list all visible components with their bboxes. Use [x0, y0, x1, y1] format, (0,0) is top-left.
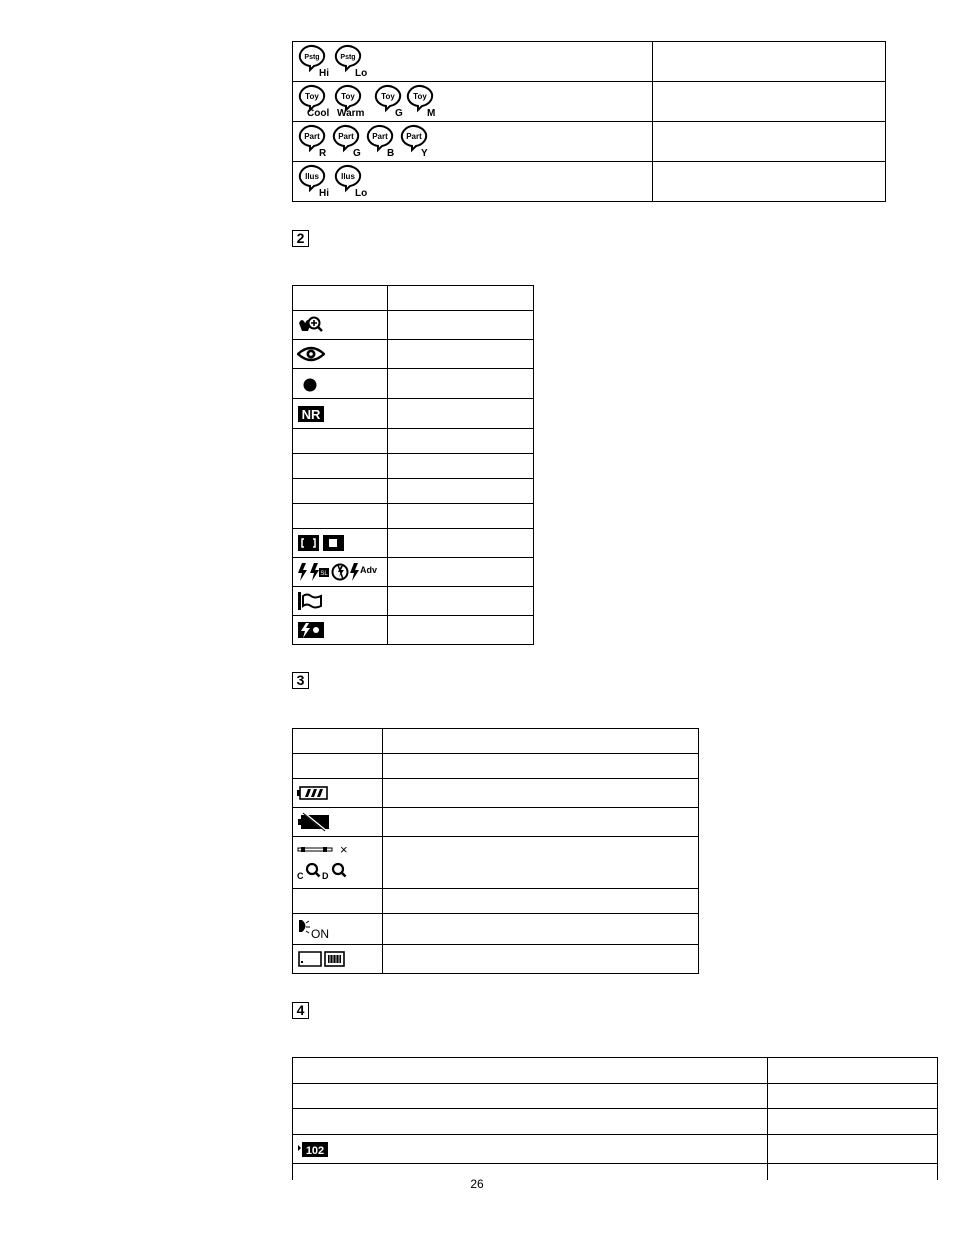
toy-camera-warm-icon — [336, 85, 365, 118]
svg-text:Ilus: Ilus — [341, 171, 355, 181]
table-row — [293, 1109, 768, 1135]
illustration-lo-icon — [336, 165, 367, 198]
svg-text:Toy: Toy — [341, 91, 355, 101]
table-row — [293, 558, 388, 587]
svg-text:Toy: Toy — [413, 91, 427, 101]
battery-empty-icon — [297, 811, 331, 833]
table-row — [293, 504, 388, 529]
table-row — [293, 1084, 768, 1109]
battery-icon — [297, 784, 329, 802]
svg-text:G: G — [395, 107, 403, 119]
section-4-marker: 4 — [292, 1002, 309, 1019]
illustration-icons — [297, 164, 377, 200]
folder-icon — [297, 1140, 329, 1158]
section-3-table — [292, 728, 699, 974]
table-row — [293, 754, 383, 779]
noise-reduction-icon — [297, 405, 325, 423]
posterization-lo-icon — [336, 45, 367, 78]
svg-text:Ilus: Ilus — [305, 171, 319, 181]
svg-text:Part: Part — [338, 131, 354, 141]
svg-text:SL: SL — [320, 571, 328, 577]
header-cell — [768, 1058, 938, 1084]
table-row — [293, 1135, 768, 1164]
svg-text:Warm: Warm — [337, 107, 365, 119]
svg-text:G: G — [353, 147, 361, 159]
media-icon — [297, 950, 347, 968]
effect-row — [293, 122, 653, 162]
record-dot-icon — [297, 374, 321, 394]
partial-color-icons — [297, 124, 447, 160]
zoom-bar-icon — [297, 843, 357, 883]
toy-camera-icons — [297, 84, 447, 120]
svg-text:Part: Part — [304, 131, 320, 141]
table-row — [293, 311, 388, 340]
effect-description — [652, 82, 885, 122]
page-number: 26 — [470, 1177, 484, 1191]
svg-text:Y: Y — [421, 147, 428, 159]
svg-text:Cool: Cool — [307, 107, 330, 119]
effect-row — [293, 162, 653, 202]
svg-text:Hi: Hi — [319, 187, 329, 199]
header-cell — [388, 286, 534, 311]
svg-text:R: R — [319, 147, 327, 159]
table-row — [293, 616, 388, 645]
svg-text:ON: ON — [311, 927, 329, 940]
table-row — [293, 914, 383, 945]
header-cell — [293, 286, 388, 311]
table-row — [293, 529, 388, 558]
svg-text:Part: Part — [372, 131, 388, 141]
svg-text:B: B — [387, 147, 395, 159]
svg-text:NR: NR — [301, 406, 321, 422]
table-row — [293, 454, 388, 479]
focus-frame-icon — [297, 534, 347, 552]
svg-text:Pstg: Pstg — [304, 53, 320, 61]
partial-color-b-icon — [368, 125, 394, 158]
table-row — [293, 808, 383, 837]
section-4-table — [292, 1057, 938, 1180]
partial-color-y-icon — [402, 125, 428, 158]
svg-text:Toy: Toy — [381, 91, 395, 101]
table-row — [293, 945, 383, 974]
effect-row — [293, 82, 653, 122]
svg-text:Lo: Lo — [355, 67, 368, 79]
svg-text:M: M — [427, 107, 436, 119]
svg-text:D: D — [322, 870, 329, 881]
svg-text:Hi: Hi — [319, 67, 329, 79]
posterization-hi-icon — [300, 45, 329, 78]
table-row — [293, 479, 388, 504]
table-row — [293, 779, 383, 808]
toy-camera-cool-icon — [300, 85, 330, 118]
effect-row — [293, 42, 653, 82]
flash-charging-icon — [297, 621, 325, 639]
header-cell — [293, 1058, 768, 1084]
table-row — [293, 369, 388, 399]
red-eye-icon — [297, 345, 325, 363]
svg-text:Toy: Toy — [305, 91, 319, 101]
illustration-hi-icon — [300, 165, 329, 198]
effect-description — [652, 162, 885, 202]
section-3-marker: 3 — [292, 672, 309, 689]
flash-level-icon — [297, 591, 325, 611]
table-row — [293, 340, 388, 369]
header-cell — [293, 729, 383, 754]
section-2-table — [292, 285, 534, 645]
flash-modes-icon — [297, 562, 383, 582]
svg-text:Pstg: Pstg — [340, 53, 356, 61]
svg-text:Adv: Adv — [360, 565, 378, 575]
section-2-marker: 2 — [292, 230, 309, 247]
table-row — [293, 837, 383, 889]
af-illuminator-icon — [297, 918, 337, 940]
picture-effect-table — [292, 41, 886, 202]
effect-description — [652, 42, 885, 82]
svg-text:C: C — [297, 870, 304, 881]
toy-camera-m-icon — [408, 85, 436, 118]
svg-text:Part: Part — [406, 131, 422, 141]
partial-color-r-icon — [300, 125, 327, 158]
table-row — [293, 429, 388, 454]
toy-camera-g-icon — [376, 85, 403, 118]
partial-color-g-icon — [334, 125, 361, 158]
svg-text:102: 102 — [305, 1145, 325, 1157]
table-row — [293, 587, 388, 616]
table-row — [293, 889, 383, 914]
svg-text:Lo: Lo — [355, 187, 368, 199]
effect-description — [652, 122, 885, 162]
svg-text:×: × — [340, 842, 348, 857]
zoom-macro-icon — [297, 315, 323, 335]
header-cell — [382, 729, 698, 754]
table-row — [293, 399, 388, 429]
posterization-icons — [297, 44, 377, 80]
